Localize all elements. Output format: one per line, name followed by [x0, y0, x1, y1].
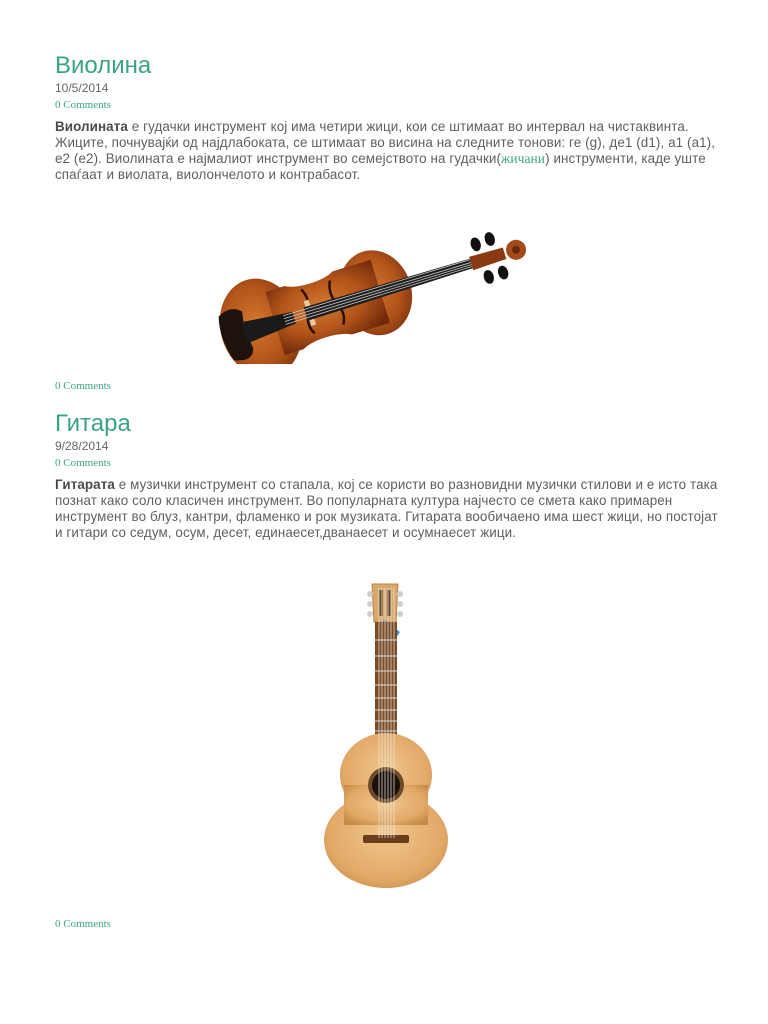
post-lead-word: Гитарата [55, 477, 115, 492]
post-date: 10/5/2014 [55, 81, 109, 95]
post-guitar [55, 410, 720, 541]
violin-image [212, 208, 548, 364]
comments-link-bottom[interactable]: 0 Comments [55, 918, 111, 930]
inline-link-strings[interactable]: жичани [501, 151, 546, 166]
guitar-image [308, 580, 464, 890]
post-body [55, 477, 720, 541]
post-text: е гудачки инструмент кој има четири жици, кои се штимаат во интервал на чистаквинта. Жиците, почнувајќи од најдлабоката, се штимаат во висина на следните тонови: ге (g), де1 (d1), а1 (a1), е2 (e2). Виолината е најмалиот инструмент во семејството на гудачки( [55, 119, 716, 166]
post-title[interactable]: Виолина [55, 52, 152, 79]
post-text: е музички инструмент со стапала, кој се користи во разновидни музички стилови и е исто така познат како соло класичен инструмент. Во популарната култура најчесто се смета како примарен инструмент во блуз, кантри, фламенко и рок музиката. Гитарата вообичаено има шест жици, но постојат и гитари со седум, осум, десет, единаесет,дванаесет и осумнаесет жици. [55, 477, 718, 540]
comments-link-bottom[interactable]: 0 Comments [55, 380, 111, 392]
post-lead-word: Виолината [55, 119, 128, 134]
comments-link[interactable]: 0 Comments [55, 457, 111, 469]
post-title[interactable]: Гитара [55, 410, 131, 437]
post-violin [55, 52, 720, 183]
post-body [55, 119, 720, 183]
comments-link[interactable]: 0 Comments [55, 99, 111, 111]
post-text-continued: ) инструменти, каде уште спаѓаат и виолата, виолончелото и контрабасот. [55, 151, 706, 182]
post-date: 9/28/2014 [55, 439, 109, 453]
